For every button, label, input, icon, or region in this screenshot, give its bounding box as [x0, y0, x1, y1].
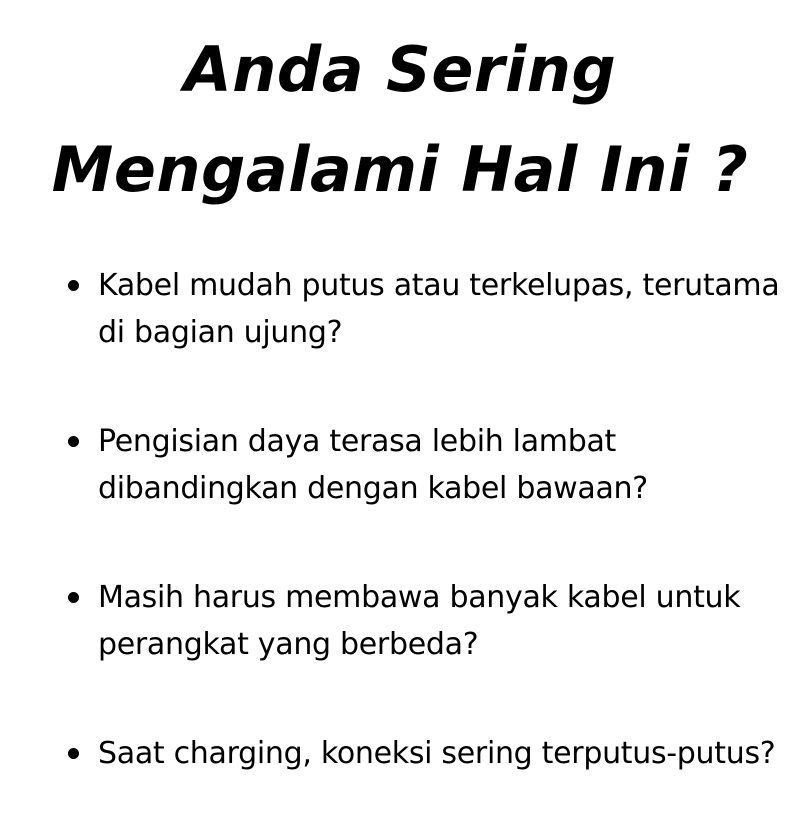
bullet-icon [68, 436, 79, 447]
list-item [68, 730, 788, 777]
bullet-icon [68, 748, 79, 759]
bullet-icon [68, 592, 79, 603]
page-title [0, 20, 800, 220]
list-item [68, 418, 788, 512]
issue-text: Masih harus membawa banyak kabel untuk perangkat yang berbeda? [98, 580, 741, 662]
issue-text: Saat charging, koneksi sering terputus-putus? [98, 736, 776, 771]
issue-text: Kabel mudah putus atau terkelupas, terutama di bagian ujung? [98, 268, 780, 350]
bullet-icon [68, 280, 79, 291]
issue-text: Pengisian daya terasa lebih lambat dibandingkan dengan kabel bawaan? [98, 424, 648, 506]
list-item [68, 574, 788, 668]
issue-list [68, 262, 788, 839]
title-line-1: Anda Sering [183, 33, 617, 106]
list-item [68, 262, 788, 356]
title-line-2: Mengalami Hal Ini ? [51, 133, 749, 206]
